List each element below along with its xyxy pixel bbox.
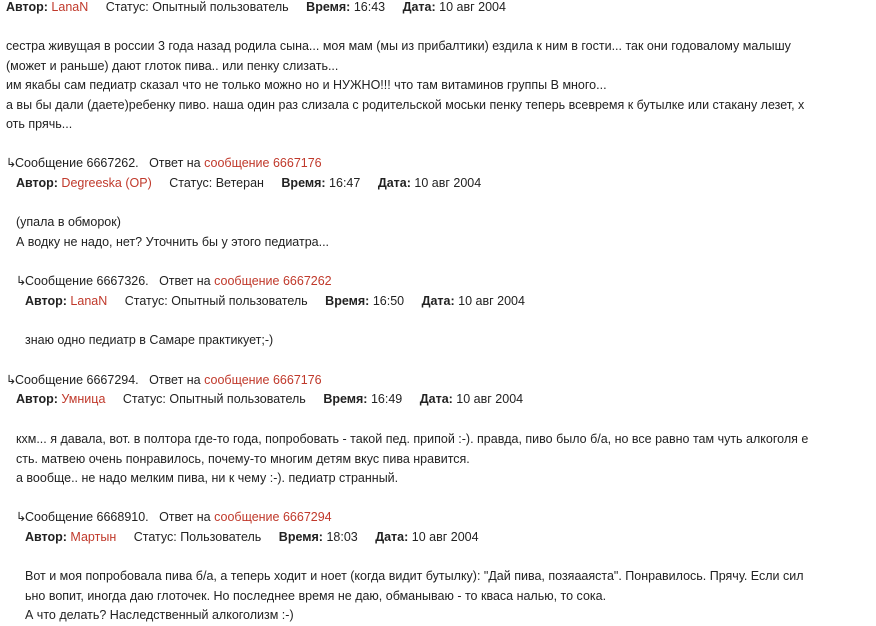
- message-label: Сообщение: [15, 373, 84, 387]
- post-line: знаю одно педиатр в Самаре практикует;-): [25, 333, 274, 347]
- status-label: Статус:: [105, 0, 149, 14]
- post-line: А водку не надо, нет? Уточнить бы у этого педиатра...: [16, 234, 330, 249]
- reply-arrow-icon: ↳: [6, 373, 17, 387]
- post-meta: [16, 390, 876, 410]
- status-label: Статус:: [122, 392, 166, 406]
- author-label: Автор:: [25, 294, 67, 308]
- date-label: Дата:: [402, 0, 436, 14]
- post-line: а вообще.. не надо мелким пива, ни к чему :-). педиатр странный.: [16, 471, 399, 486]
- reply-header: [16, 272, 876, 292]
- status-label: Статус:: [133, 530, 177, 544]
- post-body: [16, 213, 876, 252]
- post-line: ьно вопит, иногда даю глоточек. Но последнее время не даю, обманываю - то кваса налью, то сока.: [25, 588, 607, 603]
- reply-to-link[interactable]: сообщение 6667176: [204, 373, 322, 387]
- status-value: Ветеран: [215, 176, 264, 190]
- post-body: [25, 331, 876, 351]
- date-label: Дата:: [375, 530, 409, 544]
- time-label: Время:: [281, 176, 326, 190]
- author-link[interactable]: Degreeska (OP): [61, 176, 152, 190]
- reply-arrow-icon: ↳: [6, 156, 17, 170]
- author-link[interactable]: LanaN: [51, 0, 89, 14]
- reply-header: [6, 154, 866, 174]
- post-meta: [25, 528, 876, 548]
- author-link[interactable]: Мартын: [70, 530, 117, 544]
- post-body: [6, 37, 866, 135]
- status-label: Статус:: [169, 176, 213, 190]
- date-value: 10 авг 2004: [414, 176, 482, 190]
- reply-to-label: Ответ на: [159, 274, 211, 288]
- time-value: 16:43: [353, 0, 386, 14]
- post-line: им якабы сам педиатр сказал что не только можно но и НУЖНО!!! что там витаминов группы В много...: [6, 78, 607, 93]
- time-value: 16:49: [370, 392, 403, 406]
- date-value: 10 авг 2004: [458, 294, 525, 308]
- time-label: Время:: [278, 530, 323, 544]
- post-body: [16, 430, 876, 489]
- post-line: сестра живущая в россии 3 года назад родила сына... моя мам (мы из прибалтики) ездила к ним в гости... так они годовалому малышу: [6, 39, 791, 53]
- time-value: 16:47: [329, 176, 361, 190]
- reply-arrow-icon: ↳: [16, 510, 27, 524]
- message-id: 6667262.: [86, 156, 139, 170]
- post-line: Вот и моя попробовала пива б/а, а теперь ходит и ноет (когда видит бутылку): "Дай пива, позяааяста". Понравилось. Прячу. Если сил: [25, 569, 804, 583]
- status-label: Статус:: [124, 294, 168, 308]
- time-value: 16:50: [372, 294, 405, 308]
- reply-arrow-icon: ↳: [16, 274, 27, 288]
- date-label: Дата:: [419, 392, 453, 406]
- message-label: Сообщение: [25, 274, 94, 288]
- author-label: Автор:: [16, 392, 58, 406]
- author-link[interactable]: Умница: [61, 392, 106, 406]
- status-value: Опытный пользователь: [152, 0, 289, 14]
- author-label: Автор:: [25, 530, 67, 544]
- date-label: Дата:: [421, 294, 455, 308]
- post-meta: [16, 174, 876, 194]
- date-value: 10 авг 2004: [439, 0, 506, 14]
- author-label: Автор:: [16, 176, 58, 190]
- message-id: 6668910.: [96, 510, 149, 524]
- post-line: кхм... я давала, вот. в полтора где-то года, попробовать - такой пед. припой :-). правда, пиво было б/а, но все равно там чуть алкоголя е: [16, 432, 809, 446]
- status-value: Опытный пользователь: [171, 294, 308, 308]
- reply-to-link[interactable]: сообщение 6667176: [204, 156, 322, 170]
- message-label: Сообщение: [15, 156, 84, 170]
- reply-to-label: Ответ на: [149, 373, 201, 387]
- post-meta: [6, 0, 866, 18]
- post-line: оть прячь...: [6, 117, 73, 132]
- post-meta: [25, 292, 876, 312]
- time-value: 18:03: [326, 530, 358, 544]
- post-line: А что делать? Наследственный алкоголизм :-): [25, 608, 294, 623]
- reply-header: [6, 371, 866, 391]
- status-value: Опытный пользователь: [169, 392, 306, 406]
- date-label: Дата:: [377, 176, 411, 190]
- message-id: 6667326.: [96, 274, 149, 288]
- date-value: 10 авг 2004: [411, 530, 479, 544]
- post-body: [25, 567, 860, 626]
- reply-to-link[interactable]: сообщение 6667262: [214, 274, 332, 288]
- reply-to-link[interactable]: сообщение 6667294: [214, 510, 332, 524]
- time-label: Время:: [325, 294, 370, 308]
- post-line: (упала в обморок): [16, 215, 121, 229]
- reply-to-label: Ответ на: [159, 510, 211, 524]
- reply-to-label: Ответ на: [149, 156, 201, 170]
- author-link[interactable]: LanaN: [70, 294, 108, 308]
- time-label: Время:: [306, 0, 351, 14]
- date-value: 10 авг 2004: [456, 392, 524, 406]
- message-label: Сообщение: [25, 510, 94, 524]
- post-line: (может и раньше) дают глоток пива.. или пенку слизать...: [6, 58, 339, 73]
- message-id: 6667294.: [86, 373, 139, 387]
- author-label: Автор:: [6, 0, 48, 14]
- reply-header: [16, 508, 876, 528]
- time-label: Время:: [323, 392, 368, 406]
- status-value: Пользователь: [180, 530, 262, 544]
- post-line: а вы бы дали (даете)ребенку пиво. наша один раз слизала с родительской моськи пенку теперь всевремя к бутылке или стакану лезет, х: [6, 97, 805, 112]
- post-line: сть. матвею очень понравилось, почему-то многим детям вкус пива нравится.: [16, 451, 470, 466]
